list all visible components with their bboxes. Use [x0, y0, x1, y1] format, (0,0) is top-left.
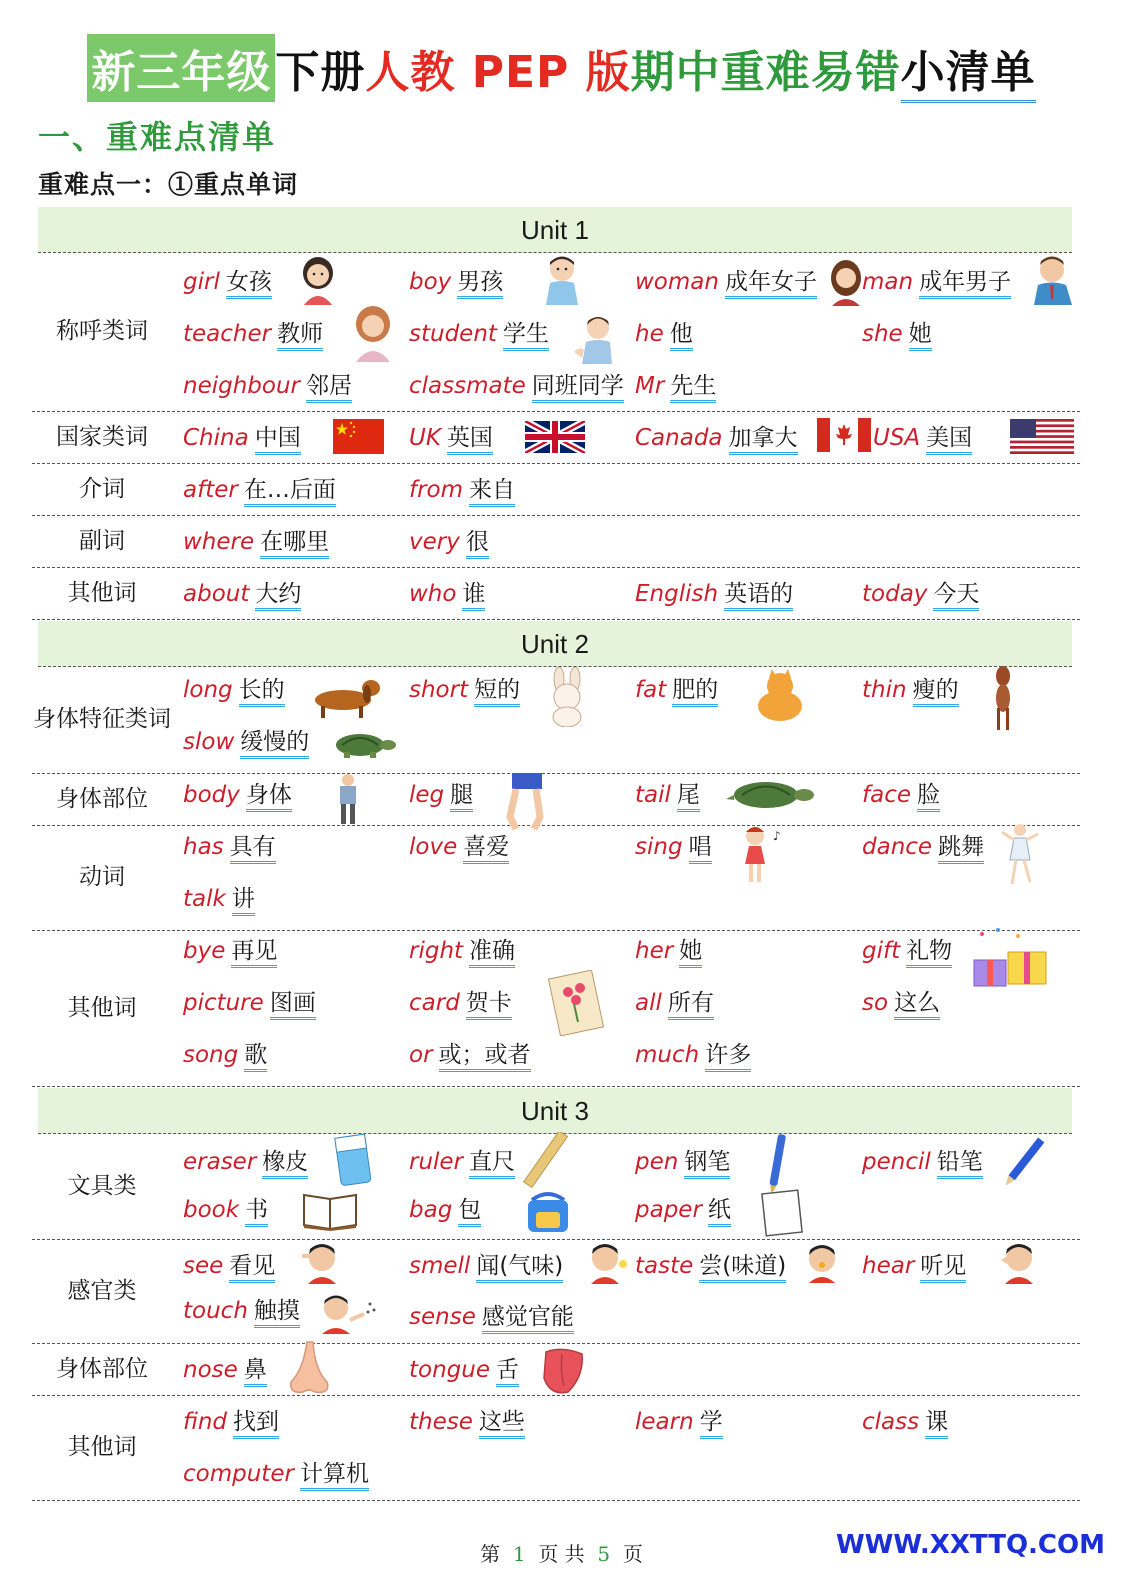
section-heading: 一、重难点清单	[38, 118, 277, 156]
category-label: 称呼类词	[56, 318, 148, 345]
word-entry: she 她	[862, 314, 932, 354]
dog-picture	[305, 672, 385, 720]
pencil-picture	[1000, 1134, 1048, 1190]
girl-picture	[296, 255, 340, 305]
body-picture	[328, 772, 368, 826]
word-entry: eraser 橡皮	[183, 1142, 308, 1182]
china-flag-icon	[333, 419, 384, 454]
category-label: 感官类	[67, 1277, 137, 1304]
website-link[interactable]: WWW.XXTTQ.COM	[836, 1530, 1105, 1560]
word-entry: classmate 同班同学	[409, 366, 624, 406]
word-entry: about 大约	[183, 574, 301, 614]
title-highlight: 新三年级	[87, 34, 275, 102]
word-entry: fat 肥的	[635, 670, 718, 710]
word-entry: or 或；或者	[409, 1035, 531, 1075]
teacher-picture	[350, 304, 396, 362]
word-entry: has 具有	[183, 827, 276, 867]
student-picture	[572, 312, 616, 364]
title-part-2: 下册	[275, 47, 366, 98]
word-entry: see 看见	[183, 1246, 275, 1286]
category-label: 身体部位	[56, 785, 148, 812]
bag-picture	[522, 1188, 574, 1234]
word-entry: love 喜爱	[409, 827, 509, 867]
usa-flag-icon	[1010, 419, 1074, 454]
word-entry: sense 感觉官能	[409, 1297, 574, 1337]
word-entry: her 她	[635, 931, 702, 971]
paper-picture	[760, 1188, 806, 1238]
word-entry: talk 讲	[183, 879, 255, 919]
page-title	[0, 34, 1123, 103]
word-entry: song 歌	[183, 1035, 267, 1075]
word-entry: UK 英国	[409, 418, 493, 458]
title-part-3: 人教 PEP 版	[365, 47, 631, 98]
word-entry: tongue 舌	[409, 1350, 519, 1390]
unit-1-bar: Unit 1	[38, 207, 1072, 253]
cat-picture	[753, 668, 807, 722]
category-label: 副词	[79, 527, 125, 554]
word-entry: nose 鼻	[183, 1350, 267, 1390]
category-label: 介词	[79, 475, 125, 502]
category-label: 身体特征 类词	[33, 706, 171, 733]
word-entry: bag 包	[409, 1190, 481, 1230]
tongue-picture	[538, 1346, 586, 1396]
touch-picture	[318, 1294, 380, 1334]
hear-picture	[993, 1242, 1043, 1284]
word-entry: all 所有	[635, 983, 714, 1023]
word-entry: girl 女孩	[183, 262, 272, 302]
word-entry: face 脸	[862, 775, 940, 815]
pen-picture	[762, 1132, 792, 1196]
word-entry: these 这些	[409, 1402, 525, 1442]
word-entry: English 英语的	[635, 574, 793, 614]
canada-flag-icon	[817, 418, 871, 452]
word-entry: pencil 铅笔	[862, 1142, 983, 1182]
unit-2-bar: Unit 2	[38, 621, 1072, 667]
sub-heading: 重难点一：①重点单词	[38, 170, 299, 199]
dancer-picture	[1000, 822, 1040, 888]
word-entry: paper 纸	[635, 1190, 731, 1230]
word-entry: bye 再见	[183, 931, 277, 971]
word-entry: pen 钢笔	[635, 1142, 730, 1182]
nose-picture	[285, 1340, 335, 1396]
category-label: 身体部位	[56, 1355, 148, 1382]
word-entry: book 书	[183, 1190, 268, 1230]
word-entry: USA 美国	[873, 418, 972, 458]
word-entry: slow 缓慢的	[183, 722, 309, 762]
word-entry: dance 跳舞	[862, 827, 984, 867]
uk-flag-icon	[525, 421, 585, 453]
word-entry: touch 触摸	[183, 1291, 300, 1331]
category-label: 文具类	[67, 1172, 137, 1199]
word-entry: short 短的	[409, 670, 520, 710]
word-entry: China 中国	[183, 418, 301, 458]
title-part-5: 小清单	[901, 36, 1036, 103]
word-entry: find 找到	[183, 1402, 279, 1442]
word-entry: he 他	[635, 314, 693, 354]
book-picture	[300, 1187, 360, 1231]
word-entry: Canada 加拿大	[635, 418, 798, 458]
word-entry: learn 学	[635, 1402, 723, 1442]
woman-picture	[826, 258, 866, 306]
word-entry: tail 尾	[635, 775, 700, 815]
word-entry: from 来自	[409, 470, 515, 510]
category-label: 其他词	[67, 1434, 137, 1461]
word-entry: much 许多	[635, 1035, 751, 1075]
category-label: 其他词	[67, 994, 137, 1021]
smell-picture	[585, 1242, 629, 1284]
word-entry: taste 尝(味道)	[635, 1246, 786, 1286]
eraser-picture	[330, 1132, 378, 1190]
word-entry: body 身体	[183, 775, 292, 815]
word-entry: who 谁	[409, 574, 485, 614]
word-entry: after 在…后面	[183, 470, 336, 510]
unit-3-bar: Unit 3	[38, 1088, 1072, 1134]
see-picture	[298, 1242, 344, 1284]
turtle-picture	[724, 775, 816, 813]
word-entry: long 长的	[183, 670, 285, 710]
word-entry: class 课	[862, 1402, 948, 1442]
word-entry: woman 成年女子	[635, 262, 817, 302]
word-entry: picture 图画	[183, 983, 316, 1023]
word-entry: very 很	[409, 522, 489, 562]
word-entry: boy 男孩	[409, 262, 503, 302]
word-entry: right 准确	[409, 931, 515, 971]
word-entry: gift 礼物	[862, 931, 952, 971]
category-label: 动词	[79, 864, 125, 891]
page-footer: 第 1 页 共 5 页	[480, 1542, 643, 1566]
word-entry: student 学生	[409, 314, 549, 354]
word-entry: computer 计算机	[183, 1454, 369, 1494]
singer-picture	[735, 824, 791, 886]
card-picture	[548, 970, 604, 1036]
word-entry: smell 闻(气味)	[409, 1246, 563, 1286]
turtle-picture	[328, 727, 398, 761]
category-label: 其他词	[67, 579, 137, 606]
word-entry: so 这么	[862, 983, 940, 1023]
thin-dog-picture	[985, 664, 1021, 732]
man-picture	[1030, 253, 1076, 305]
gift-picture	[968, 924, 1054, 990]
word-entry: thin 瘦的	[862, 670, 959, 710]
word-entry: man 成年男子	[862, 262, 1011, 302]
word-entry: teacher 教师	[183, 314, 323, 354]
rabbit-picture	[543, 667, 591, 727]
ruler-picture	[520, 1132, 572, 1188]
word-entry: hear 听见	[862, 1246, 966, 1286]
word-entry: neighbour 邻居	[183, 366, 352, 406]
category-label: 国家类词	[56, 423, 148, 450]
word-entry: card 贺卡	[409, 983, 512, 1023]
taste-picture	[803, 1243, 841, 1283]
word-entry: leg 腿	[409, 775, 473, 815]
word-entry: today 今天	[862, 574, 979, 614]
boy-picture	[540, 253, 584, 305]
word-entry: sing 唱	[635, 827, 712, 867]
title-part-4: 期中重难易错	[630, 47, 901, 98]
word-entry: ruler 直尺	[409, 1142, 515, 1182]
word-entry: Mr 先生	[635, 366, 716, 406]
word-entry: where 在哪里	[183, 522, 329, 562]
svg-text:♪: ♪	[773, 829, 781, 843]
